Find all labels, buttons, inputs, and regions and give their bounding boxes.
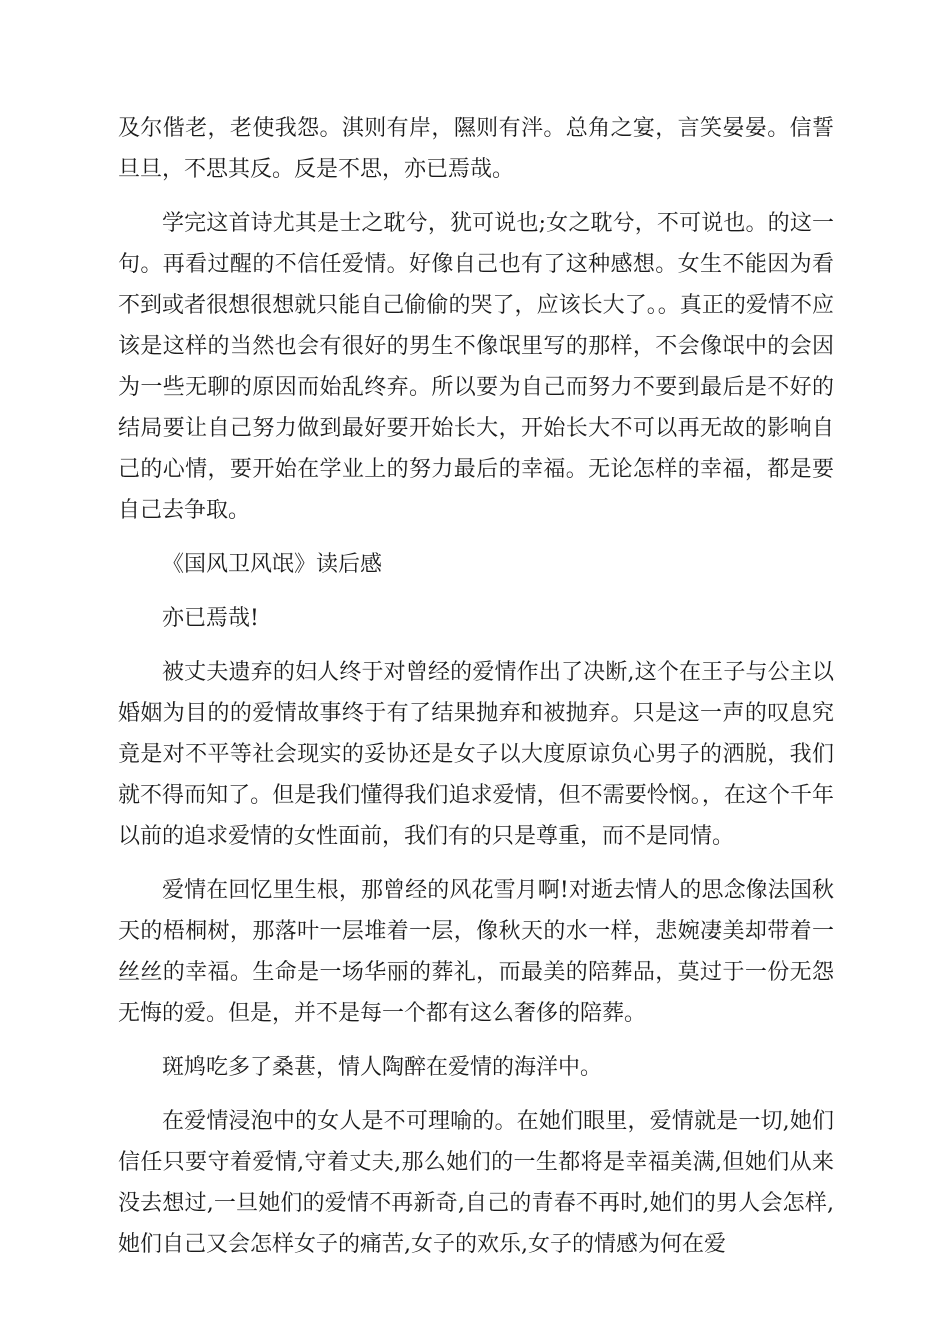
document-page xyxy=(118,108,834,1278)
section-title: 《国风卫风氓》读后感 xyxy=(162,552,383,577)
paragraph-exclamation: 亦已焉哉! xyxy=(162,606,259,631)
paragraph-abandoned-wife: 被丈夫遗弃的妇人终于对曾经的爱情作出了决断,这个在王子与公主以婚姻为目的的爱情故事终于有了结果抛弃和被抛弃。只是这一声的叹息究竟是对不平等社会现实的妥协还是女子以大度原谅负心男子的洒脱，我们就不得而知了。但是我们懂得我们追求爱情，但不需要怜悯。，在这个千年以前的追求爱情的女性面前，我们有的只是尊重，而不是同情。 xyxy=(118,660,834,849)
paragraph-memory-love: 爱情在回忆里生根，那曾经的风花雪月啊!对逝去情人的思念像法国秋天的梧桐树，那落叶一层堆着一层，像秋天的水一样，悲婉凄美却带着一丝丝的幸福。生命是一场华丽的葬礼，而最美的陪葬品，莫过于一份无怨无悔的爱。但是，并不是每一个都有这么奢侈的陪葬。 xyxy=(118,878,834,1026)
paragraph-reflection: 学完这首诗尤其是士之耽兮，犹可说也;女之耽兮，不可说也。的这一句。再看过醒的不信任爱情。好像自己也有了这种感想。女生不能因为看不到或者很想很想就只能自己偷偷的哭了，应该长大了。。真正的爱情不应该是这样的当然也会有很好的男生不像氓里写的那样，不会像氓中的会因为一些无聊的原因而始乱终弃。所以要为自己而努力不要到最后是不好的结局要让自己努力做到最好要开始长大，开始长大不可以再无故的影响自己的心情，要开始在学业上的努力最后的幸福。无论怎样的幸福，都是要自己去争取。 xyxy=(118,211,834,523)
paragraph-women-in-love: 在爱情浸泡中的女人是不可理喻的。在她们眼里，爱情就是一切,她们信任只要守着爱情,守着丈夫,那么她们的一生都将是幸福美满,但她们从来没去想过,一旦她们的爱情不再新奇,自己的青春不再时,她们的男人会怎样,她们自己又会怎样女子的痛苦,女子的欢乐,女子的情感为何在爱 xyxy=(118,1109,834,1257)
paragraph-poem-ending: 及尔偕老，老使我怨。淇则有岸，隰则有泮。总角之宴，言笑晏晏。信誓旦旦，不思其反。反是不思，亦已焉哉。 xyxy=(118,116,834,182)
paragraph-turtledove: 斑鸠吃多了桑葚，情人陶醉在爱情的海洋中。 xyxy=(162,1055,603,1080)
